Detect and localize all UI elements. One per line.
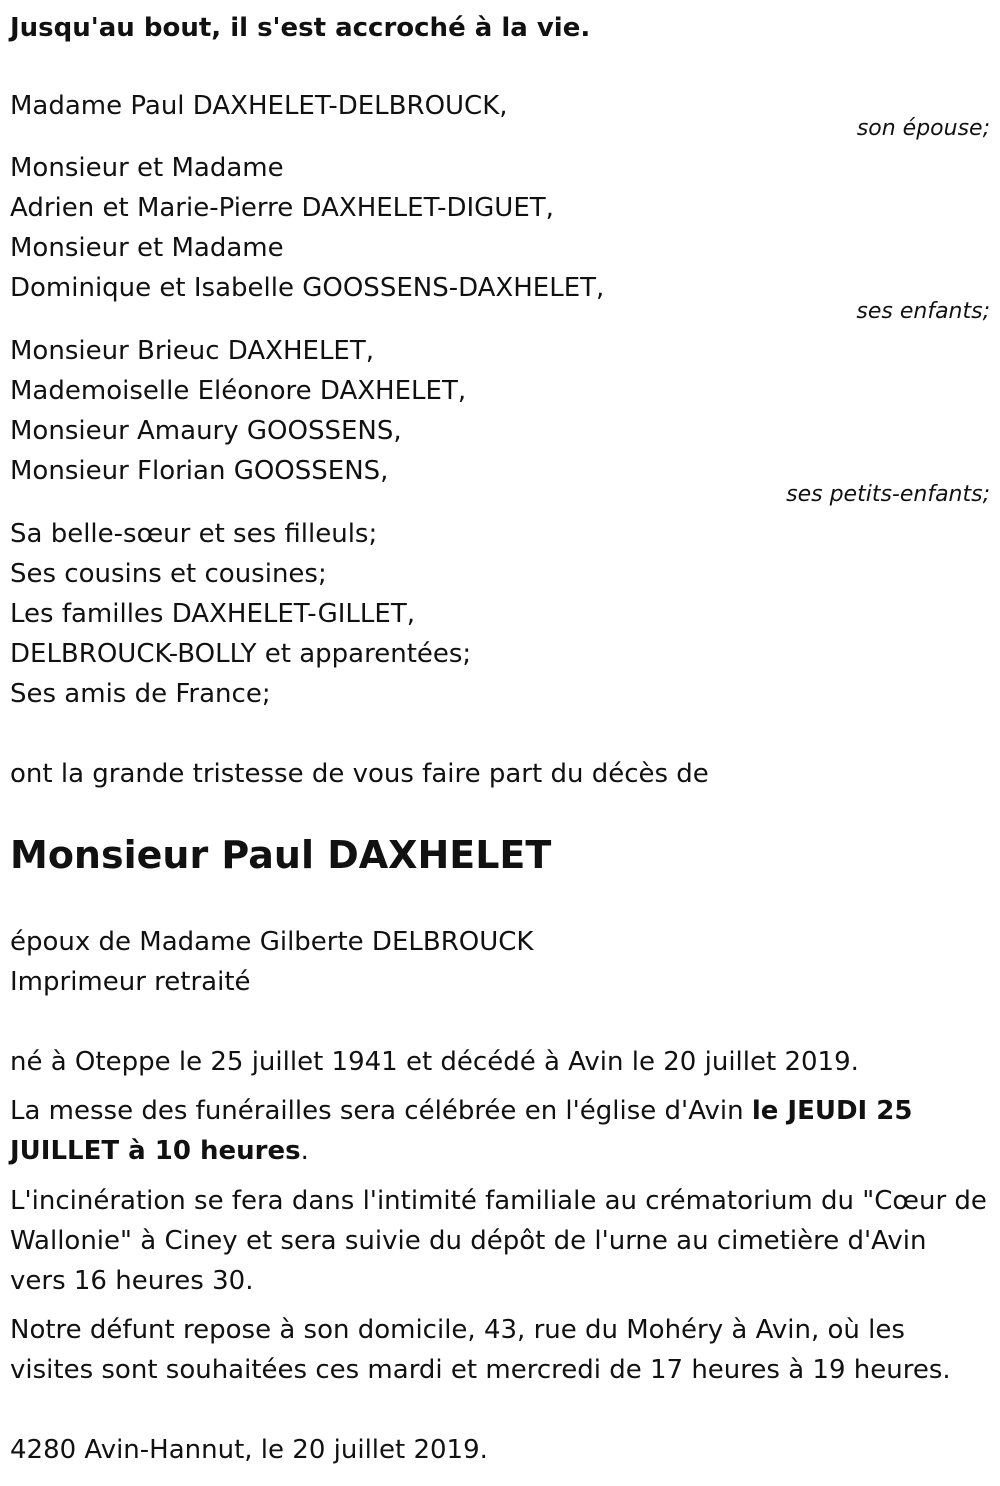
birth-death-text: né à Oteppe le 25 juillet 1941 et décédé à Avin le 20 juillet 2019. [10, 1047, 859, 1077]
announcement-text: ont la grande tristesse de vous faire part du décès de [10, 759, 709, 789]
funeral-mass-date: le JEUDI 25 JUILLET à 10 heures [10, 1096, 913, 1166]
children-line: Monsieur et Madame [10, 153, 284, 183]
funeral-mass-end: . [300, 1136, 309, 1166]
deceased-name: Monsieur Paul DAXHELET [10, 833, 552, 877]
children-role: ses enfants; [856, 299, 990, 324]
deceased-occupation: Imprimeur retraité [10, 967, 251, 997]
grandchildren-line: Monsieur Brieuc DAXHELET, [10, 336, 374, 366]
relatives-line: Ses amis de France; [10, 679, 271, 709]
relatives-line: Ses cousins et cousines; [10, 559, 327, 589]
relatives-line: Sa belle-sœur et ses filleuls; [10, 519, 378, 549]
children-line: Dominique et Isabelle GOOSSENS-DAXHELET, [10, 273, 605, 303]
spouse-role: son épouse; [856, 116, 990, 141]
children-line: Monsieur et Madame [10, 233, 284, 263]
spouse-line: Madame Paul DAXHELET-DELBROUCK, [10, 91, 508, 121]
grandchildren-line: Mademoiselle Eléonore DAXHELET, [10, 376, 467, 406]
children-line: Adrien et Marie-Pierre DAXHELET-DIGUET, [10, 193, 554, 223]
grandchildren-role: ses petits-enfants; [786, 482, 990, 507]
relatives-line: Les familles DAXHELET-GILLET, [10, 599, 415, 629]
cremation-paragraph: L'incinération se fera dans l'intimité familiale au crématorium du "Cœur de Wallonie" à Ciney et sera suivie du dépôt de l'urne au cimetière d'Avin vers 16 heures 30. [10, 1186, 987, 1296]
grandchildren-line: Monsieur Florian GOOSSENS, [10, 456, 389, 486]
funeral-mass-text: La messe des funérailles sera célébrée en l'église d'Avin [10, 1096, 752, 1126]
grandchildren-line: Monsieur Amaury GOOSSENS, [10, 416, 402, 446]
visitation-paragraph: Notre défunt repose à son domicile, 43, rue du Mohéry à Avin, où les visites sont souhaitées ces mardi et mercredi de 17 heures à 19 heures. [10, 1315, 951, 1385]
relatives-line: DELBROUCK-BOLLY et apparentées; [10, 639, 472, 669]
deceased-spouse: époux de Madame Gilberte DELBROUCK [10, 927, 534, 957]
header-quote: Jusqu'au bout, il s'est accroché à la vie. [10, 13, 591, 43]
place-date: 4280 Avin-Hannut, le 20 juillet 2019. [10, 1435, 488, 1465]
funeral-mass-paragraph [10, 1091, 990, 1171]
